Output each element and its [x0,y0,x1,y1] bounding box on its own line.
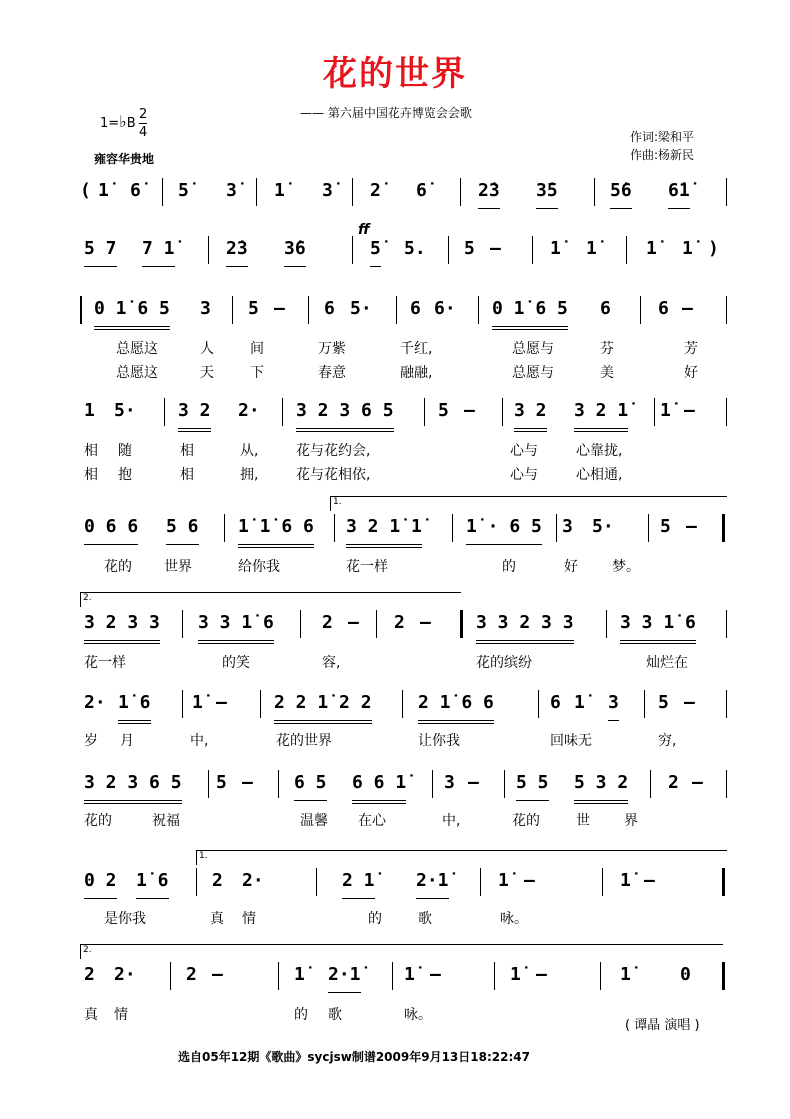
first-ending-bracket: 1. [196,850,727,865]
barline [532,236,533,264]
repeat-end-barline [722,514,725,542]
lyric: 祝福 [152,813,180,829]
note: 1̇ [646,238,657,259]
lyric: 让你我 [418,733,460,749]
note-group: 2 2 1̇ 2 2 [274,686,372,724]
note: 1̇ [404,964,415,985]
note: 6 [600,298,611,319]
lyrics-line-6 [80,652,730,672]
note: 5· [350,298,372,319]
note-group: 2̇3 [478,174,500,209]
barline [726,690,727,718]
note: 1̇ [620,870,631,891]
lyric: 中, [190,733,209,749]
barline [282,398,283,426]
lyric: 相 [84,467,98,483]
note-group: 2 1̇ [342,864,375,899]
singer-credit: ( 谭晶 演唱 ) [625,1018,700,1033]
note-group: 3 2 3 6 5 [84,766,182,804]
barline [640,296,641,324]
lyric: 岁 [84,733,98,749]
note-group: 2·1̇ [416,864,449,899]
flat-icon: ♭ [119,112,127,131]
lyrics-line-4-verse-2 [80,464,730,484]
lyric: 在心 [358,813,386,829]
lyric: 花的世界 [276,733,332,749]
lyric: 随 [118,443,132,459]
rest: 0 [680,964,691,985]
note: 6 [658,298,669,319]
note: 1̇ [510,964,521,985]
notation-line-5 [80,510,730,544]
lyric: 间 [250,341,264,357]
lyrics-line-9 [80,908,730,928]
dash: — [212,964,223,985]
note: 1̇ [274,180,285,201]
note: 5 [658,692,669,713]
note-group: 1̇ · 6 5 [466,510,542,545]
lyric: 相 [84,443,98,459]
note-group: 1̇ 1̇ 6 6 [238,510,314,548]
tempo-marking: 雍容华贵地 [94,152,155,166]
composer-credit: 作曲:杨新民 [630,148,695,162]
dash: — [684,692,695,713]
barline [224,514,225,542]
note-group: 1̇ 6 [136,864,169,899]
note: 1 [84,400,95,421]
lyric: 芳 [684,341,698,357]
note-group: 3 2 [514,394,547,432]
lyric: 总愿这 [116,341,158,357]
lyric: 情 [242,911,256,927]
barline [208,770,209,798]
dash: — [536,964,547,985]
note: 6̇ [416,180,427,201]
barline [396,296,397,324]
lyrics-line-3-verse-1 [80,338,730,358]
note: 3̇ [322,180,333,201]
lyric: 相 [180,443,194,459]
barline [648,514,649,542]
note: 1̇ [294,964,305,985]
barline [556,514,557,542]
lyric: 花的 [512,813,540,829]
dash: — [682,298,693,319]
barline [352,236,353,264]
key-prefix: 1= [100,116,120,131]
lyric: 下 [250,365,264,381]
barline [424,398,425,426]
lyric: 万紫 [318,341,346,357]
note-group: 3̇6 [284,232,306,267]
barline [256,178,257,206]
lyric: 界 [624,813,638,829]
note-group: 2·1̇ [328,958,361,993]
lyric: 花与花相依, [296,467,371,483]
lyric: 咏。 [404,1007,432,1023]
time-signature-bottom: 4 [139,125,148,140]
note: 1̇ [620,964,631,985]
dash: — [348,612,359,633]
barline [726,610,727,638]
lyric: 的笑 [222,655,250,671]
barline [602,868,603,896]
dash: — [274,298,285,319]
note-group: 5̇6 [610,174,632,209]
note: 6 [324,298,335,319]
note: 5 [464,238,475,259]
barline [232,296,233,324]
lyric: 花的 [84,813,112,829]
barline [606,610,607,638]
dash: — [242,772,253,793]
note-group: 3 3 1̇ 6 [198,606,274,644]
song-subtitle: —— 第六届中国花卉博览会会歌 [300,106,472,120]
lyric: 情 [114,1007,128,1023]
lyric: 咏。 [500,911,528,927]
barline [278,962,279,990]
note: 2 [668,772,679,793]
lyric: 月 [120,733,134,749]
lyrics-line-4-verse-1 [80,440,730,460]
lyric: 灿烂在 [646,655,688,671]
note-group: 7 1̇ [142,232,175,267]
barline [308,296,309,324]
note: 3 [200,298,211,319]
barline [164,398,165,426]
note: 5· [114,400,136,421]
repeat-end-barline [460,610,463,638]
lyric: 心靠拢, [576,443,623,459]
barline [352,178,353,206]
barline [502,398,503,426]
note-group: 5 6 [166,510,199,545]
barline [392,962,393,990]
lyric: 总愿与 [512,341,554,357]
note: 1̇ [498,870,509,891]
lyric: 芬 [600,341,614,357]
note-group: 0 6 6 [84,510,138,545]
lyric: 梦。 [612,559,640,575]
lyric: 拥, [240,467,259,483]
note: 2· [114,964,136,985]
dash: — [692,772,703,793]
note: 6̇ [130,180,141,201]
barline [334,514,335,542]
note-group: 0 1̇ 6 5 [492,292,568,330]
note-group: 3 2 3 3 [84,606,160,644]
lyric: 歌 [328,1007,342,1023]
notation-line-1 [80,174,730,208]
barline [726,178,727,206]
lyric: 穷, [658,733,677,749]
note-group: 3 2 1̇ [574,394,628,432]
lyrics-line-7 [80,730,730,750]
note: 1̇ [682,238,693,259]
barline [432,770,433,798]
lyric: 花一样 [84,655,126,671]
lyric: 千红, [400,341,433,357]
note: 2 [212,870,223,891]
source-footer: 选自05年12期《歌曲》sycjsw制谱2009年9月13日18:22:47 [178,1050,530,1064]
note: 2̇ [370,180,381,201]
note-group: 6 6 1̇ [352,766,406,804]
dash: — [430,964,441,985]
lyric: 回味无 [550,733,592,749]
lyric: 好 [564,559,578,575]
note-group: 3 2 1̇ 1̇ [346,510,422,548]
note: 5. [404,238,426,259]
note: 5̇ [178,180,189,201]
note: 5 [248,298,259,319]
lyric: 歌 [418,911,432,927]
barline [726,398,727,426]
barline [196,868,197,896]
lyric: 世 [576,813,590,829]
lyric: 花与花约会, [296,443,371,459]
note: 1̇ [574,692,585,713]
notation-line-10 [80,958,730,992]
lyric: 的 [502,559,516,575]
lyric: 春意 [318,365,346,381]
note: 6 [550,692,561,713]
note: 3 [562,516,573,537]
barline [626,236,627,264]
lyric: 美 [600,365,614,381]
lyric: 真 [84,1007,98,1023]
note: 1̇ [660,400,671,421]
note: 1̇ [550,238,561,259]
barline [376,610,377,638]
final-barline [722,962,725,990]
barline [726,296,727,324]
note-group: 0 2 [84,864,117,899]
note: 6 [410,298,421,319]
song-title: 花的世界 [323,54,467,94]
note: 2· [84,692,106,713]
barline [600,962,601,990]
note: 2· [238,400,260,421]
dash: — [524,870,535,891]
repeat-start-barline [80,296,82,324]
lyric: 中, [442,813,461,829]
dash: — [464,400,475,421]
note: 5· [592,516,614,537]
lyric: 真 [210,911,224,927]
barline [594,178,595,206]
dash: — [420,612,431,633]
lyric: 人 [200,341,214,357]
note-group: 3 3 2 3 3 [476,606,574,644]
dash: — [468,772,479,793]
notation-line-7 [80,686,730,720]
repeat-end-barline [722,868,725,896]
note: 1̇ [98,180,109,201]
note-group: 5 7 [84,232,117,267]
lyric: 心与 [510,443,538,459]
lyric: 世界 [164,559,192,575]
barline [650,770,651,798]
notation-line-8 [80,766,730,800]
note-group: 3 2 [178,394,211,432]
barline [478,296,479,324]
lyric: 从, [240,443,259,459]
note: 3 [608,686,619,721]
note: 5 [438,400,449,421]
note: 5̇ [370,232,381,267]
lyric: 总愿这 [116,365,158,381]
lyric: 容, [322,655,341,671]
first-ending-bracket: 1. [330,496,727,511]
note: 2· [242,870,264,891]
barline [402,690,403,718]
note: 3̇ [226,180,237,201]
note: 2 [322,612,333,633]
lyric: 是你我 [104,911,146,927]
note-group: 3̇5 [536,174,558,209]
lyric: 的 [294,1007,308,1023]
time-signature [139,106,147,141]
barline [460,178,461,206]
note-group: 5 3 2 [574,766,628,804]
note: 2 [84,964,95,985]
lyric: 抱 [118,467,132,483]
right-paren: ) [708,238,719,259]
note-group: 1̇ 6 [118,686,151,724]
lyric: 相 [180,467,194,483]
key-note: B [126,116,136,131]
notation-line-6 [80,606,730,640]
notation-line-3 [80,292,730,326]
notation-line-9 [80,864,730,898]
lyric: 天 [200,365,214,381]
second-ending-bracket: 2. [80,944,723,959]
note: 1̇ [586,238,597,259]
lyric: 心相通, [576,467,623,483]
note: 5 [216,772,227,793]
note-group: 3 2 3 6 5 [296,394,394,432]
note-group: 6̇1̇ [668,174,690,209]
barline [504,770,505,798]
note: 1̇ [192,692,203,713]
lyric: 好 [684,365,698,381]
barline [260,690,261,718]
note: 2 [186,964,197,985]
lyric: 花一样 [346,559,388,575]
note: 6· [434,298,456,319]
note: 5 [660,516,671,537]
note-group: 2̇3 [226,232,248,267]
dash: — [684,400,695,421]
barline [170,962,171,990]
note-group: 6 5 [294,766,327,801]
lyric: 给你我 [238,559,280,575]
lyric: 花的 [104,559,132,575]
dash: — [216,692,227,713]
lyric: 温馨 [300,813,328,829]
lyrics-line-8 [80,810,730,830]
barline [494,962,495,990]
barline [316,868,317,896]
lyric: 总愿与 [512,365,554,381]
lyrics-line-3-verse-2 [80,362,730,382]
barline [644,690,645,718]
note: 2 [394,612,405,633]
notation-line-4 [80,394,730,428]
lyricist-credit: 作词:梁和平 [630,130,695,144]
barline [182,690,183,718]
note-group: 2 1̇ 6 6 [418,686,494,724]
barline [448,236,449,264]
barline [182,610,183,638]
note-group: 0 1̇ 6 5 [94,292,170,330]
barline [480,868,481,896]
barline [538,690,539,718]
dash: — [490,238,501,259]
barline [452,514,453,542]
note: 3 [444,772,455,793]
left-paren: ( [80,180,91,201]
second-ending-bracket: 2. [80,592,461,607]
note-group: 3 3 1̇ 6 [620,606,696,644]
lyric: 的 [368,911,382,927]
key-signature [100,112,136,131]
dash: — [644,870,655,891]
dash: — [686,516,697,537]
barline [278,770,279,798]
lyric: 融融, [400,365,433,381]
notation-line-2 [80,232,730,266]
barline [726,770,727,798]
barline [300,610,301,638]
lyric: 花的缤纷 [476,655,532,671]
barline [162,178,163,206]
dynamic-marking: ff [358,222,370,238]
lyrics-line-5 [80,556,730,576]
note-group: 5 5 [516,766,549,801]
time-signature-top: 2 [139,107,148,122]
lyric: 心与 [510,467,538,483]
barline [654,398,655,426]
barline [208,236,209,264]
